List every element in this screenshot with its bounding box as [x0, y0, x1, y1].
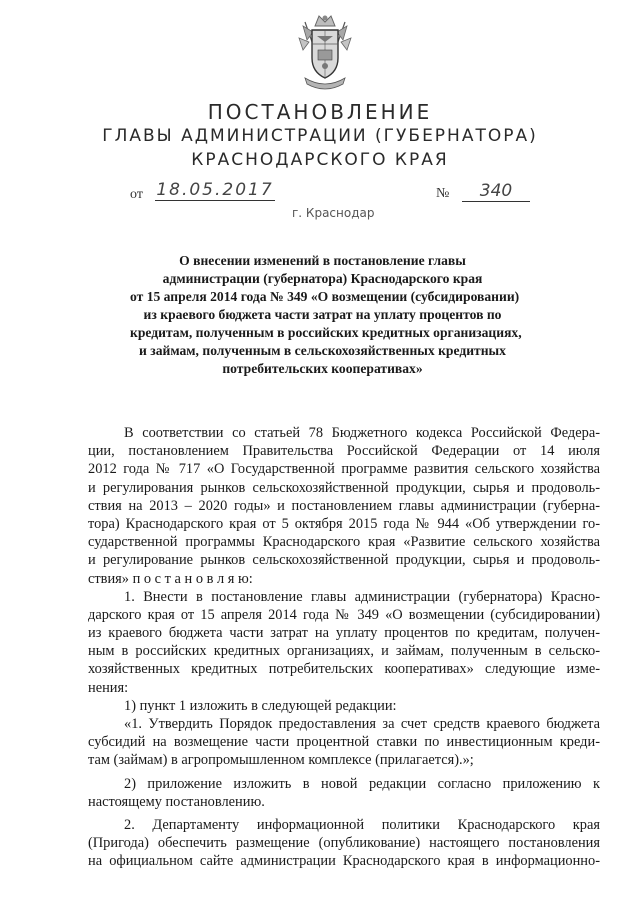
- body-line: 1) пункт 1 изложить в следующей редакции:: [124, 697, 397, 714]
- body-line: 2. Департаменту информационной политики Краснодарского края: [124, 816, 600, 833]
- body-line: 1. Внести в постановление главы администрации (губернатора) Красно-: [124, 588, 600, 605]
- body-line: (Пригода) обеспечить размещение (опубликование) настоящего постановления: [88, 835, 600, 852]
- body-line: и регулирования рынков сельскохозяйственной продукции, сырья и продоволь-: [88, 479, 600, 496]
- body-line: сударственной программы Краснодарского края «Развитие сельского хозяйства: [88, 534, 600, 551]
- issuer-heading: ГЛАВЫ АДМИНИСТРАЦИИ (ГУБЕРНАТОРА): [102, 126, 538, 146]
- body-line: там (займам) в агропромышленном комплексе (прилагается).»;: [88, 752, 474, 769]
- body-line: 2) приложение изложить в новой редакции согласно приложению к: [124, 775, 600, 792]
- title-line: кредитам, полученным в российских кредитных организациях,: [130, 325, 522, 340]
- body-line: ствия на 2013 – 2020 годы» и постановлением главы администрации (губерна-: [88, 497, 600, 514]
- title-line: администрации (губернатора) Краснодарского края: [162, 271, 483, 286]
- body-line: настоящему постановлению.: [88, 793, 265, 810]
- body-line: дарского края от 15 апреля 2014 года № 349 «О возмещении (субсидировании): [88, 606, 600, 623]
- body-line: субсидий на возмещение части процентной ставки по инвестиционным креди-: [88, 734, 600, 751]
- number-label: №: [436, 186, 450, 201]
- body-line: тора) Краснодарского края от 5 октября 2015 года № 944 «Об утверждении го-: [88, 515, 600, 532]
- document-title: [130, 252, 522, 378]
- coat-of-arms-emblem: [295, 12, 355, 92]
- document-date: 18.05.2017: [156, 180, 274, 200]
- body-line: нения:: [88, 679, 129, 696]
- body-line: «1. Утвердить Порядок предоставления за счет средств краевого бюджета: [124, 716, 600, 732]
- body-line: 2012 года № 717 «О Государственной программе развития сельского хозяйства: [88, 461, 600, 478]
- body-line: и регулирование рынков сельскохозяйственной продукции, сырья и продоволь-: [88, 552, 600, 569]
- title-line: из краевого бюджета части затрат на уплату процентов по: [143, 307, 502, 322]
- document-number: 340: [462, 181, 530, 202]
- city-name: г. Краснодар: [292, 206, 375, 220]
- title-line: О внесении изменений в постановление главы: [179, 253, 466, 268]
- date-label: от: [130, 187, 143, 202]
- document-body: [88, 424, 600, 871]
- body-line: на официальном сайте администрации Краснодарского края в информационно-: [88, 853, 600, 870]
- body-line: ствия» п о с т а н о в л я ю:: [88, 570, 253, 587]
- title-line: и займам, полученным в сельскохозяйственных кредитных: [139, 343, 506, 358]
- body-line: В соответствии со статьей 78 Бюджетного кодекса Российской Федера-: [124, 425, 600, 441]
- body-line: ным в российских кредитных организациях, и займам, полученным в сельско-: [88, 643, 600, 660]
- title-line: потребительских кооперативах»: [222, 361, 423, 376]
- document-type-heading: ПОСТАНОВЛЕНИЕ: [207, 100, 433, 124]
- body-line: хозяйственных кредитных потребительских кооперативах» следующие изме-: [88, 661, 600, 678]
- title-line: от 15 апреля 2014 года № 349 «О возмещении (субсидировании): [130, 289, 520, 304]
- region-heading: КРАСНОДАРСКОГО КРАЯ: [191, 150, 449, 170]
- body-line: из краевого бюджета части затрат на уплату процентов по кредитам, получен-: [88, 625, 600, 642]
- body-line: ции, постановлением Правительства Российской Федерации от 14 июля: [88, 443, 600, 460]
